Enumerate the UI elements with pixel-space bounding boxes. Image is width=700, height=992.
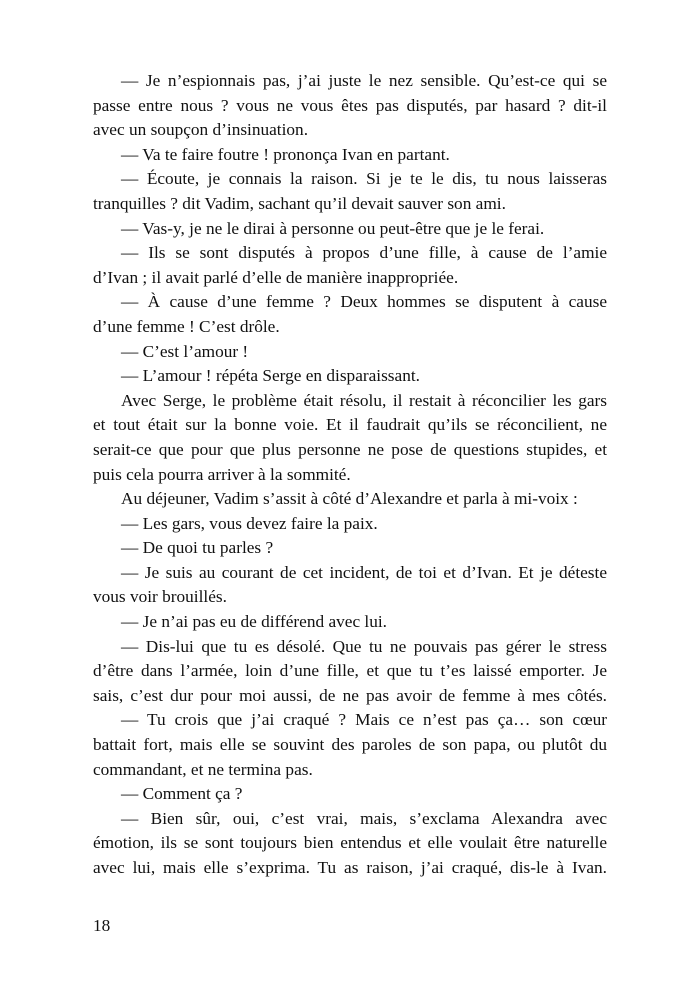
text-line: serait-ce que pour que plus personne ne pose de questions stupides, et bbox=[93, 439, 607, 459]
text-line: d’Ivan ; il avait parlé d’elle de manière inappropriée. bbox=[93, 267, 459, 287]
text-line: — Va te faire foutre ! prononça Ivan en partant. bbox=[121, 144, 450, 164]
text-line: d’être dans l’armée, loin d’une fille, et que tu t’es laissé emporter. Je bbox=[93, 661, 607, 681]
text-line: — Bien sûr, oui, c’est vrai, mais, s’exclama Alexandra avec bbox=[121, 808, 607, 828]
text-line: — Tu crois que j’ai craqué ? Mais ce n’est pas ça… son cœur bbox=[121, 710, 607, 730]
text-line: — Je n’ai pas eu de différend avec lui. bbox=[121, 612, 387, 632]
text-line: — Comment ça ? bbox=[121, 784, 243, 804]
text-line: puis cela pourra arriver à la sommité. bbox=[93, 464, 351, 484]
text-line: avec lui, mais elle s’exprima. Tu as raison, j’ai craqué, dis-le à Ivan. bbox=[93, 858, 607, 877]
text-line: — L’amour ! répéta Serge en disparaissant. bbox=[121, 366, 420, 386]
text-line: battait fort, mais elle se souvint des paroles de son papa, ou plutôt du bbox=[93, 735, 607, 755]
text-line: vous voir brouillés. bbox=[93, 587, 227, 607]
text-line: et tout était sur la bonne voie. Et il faudrait qu’ils se réconcilient, ne bbox=[93, 415, 607, 435]
text-line: — Dis-lui que tu es désolé. Que tu ne pouvais pas gérer le stress bbox=[121, 636, 607, 656]
text-line: tranquilles ? dit Vadim, sachant qu’il devait sauver son ami. bbox=[93, 193, 506, 213]
page-number: 18 bbox=[93, 916, 111, 935]
text-line: — De quoi tu parles ? bbox=[121, 538, 274, 558]
text-line: passe entre nous ? vous ne vous êtes pas disputés, par hasard ? dit-il bbox=[93, 95, 607, 115]
text-line: — Les gars, vous devez faire la paix. bbox=[121, 513, 378, 533]
text-line: — C’est l’amour ! bbox=[121, 341, 249, 361]
text-line: — Écoute, je connais la raison. Si je te le dis, tu nous laisseras bbox=[121, 169, 607, 189]
text-line: Au déjeuner, Vadim s’assit à côté d’Alexandre et parla à mi-voix : bbox=[121, 489, 578, 509]
text-line: — Vas-y, je ne le dirai à personne ou peut-être que je le ferai. bbox=[121, 218, 545, 238]
text-line: — Je suis au courant de cet incident, de toi et d’Ivan. Et je déteste bbox=[121, 562, 607, 582]
text-line: sais, c’est dur pour moi aussi, de ne pas avoir de femme à mes côtés. bbox=[93, 685, 607, 705]
text-line: Avec Serge, le problème était résolu, il restait à réconcilier les gars bbox=[121, 390, 607, 410]
text-line: avec un soupçon d’insinuation. bbox=[93, 120, 309, 140]
text-line: — Je n’espionnais pas, j’ai juste le nez sensible. Qu’est-ce qui se bbox=[121, 71, 607, 90]
text-line: — Ils se sont disputés à propos d’une fille, à cause de l’amie bbox=[121, 243, 607, 263]
text-line: — À cause d’une femme ? Deux hommes se disputent à cause bbox=[121, 292, 607, 312]
body-text bbox=[93, 69, 607, 881]
text-line: commandant, et ne termina pas. bbox=[93, 759, 313, 779]
text-line: émotion, ils se sont toujours bien entendus et elle voulait être naturelle bbox=[93, 833, 607, 853]
text-line: d’une femme ! C’est drôle. bbox=[93, 316, 280, 336]
